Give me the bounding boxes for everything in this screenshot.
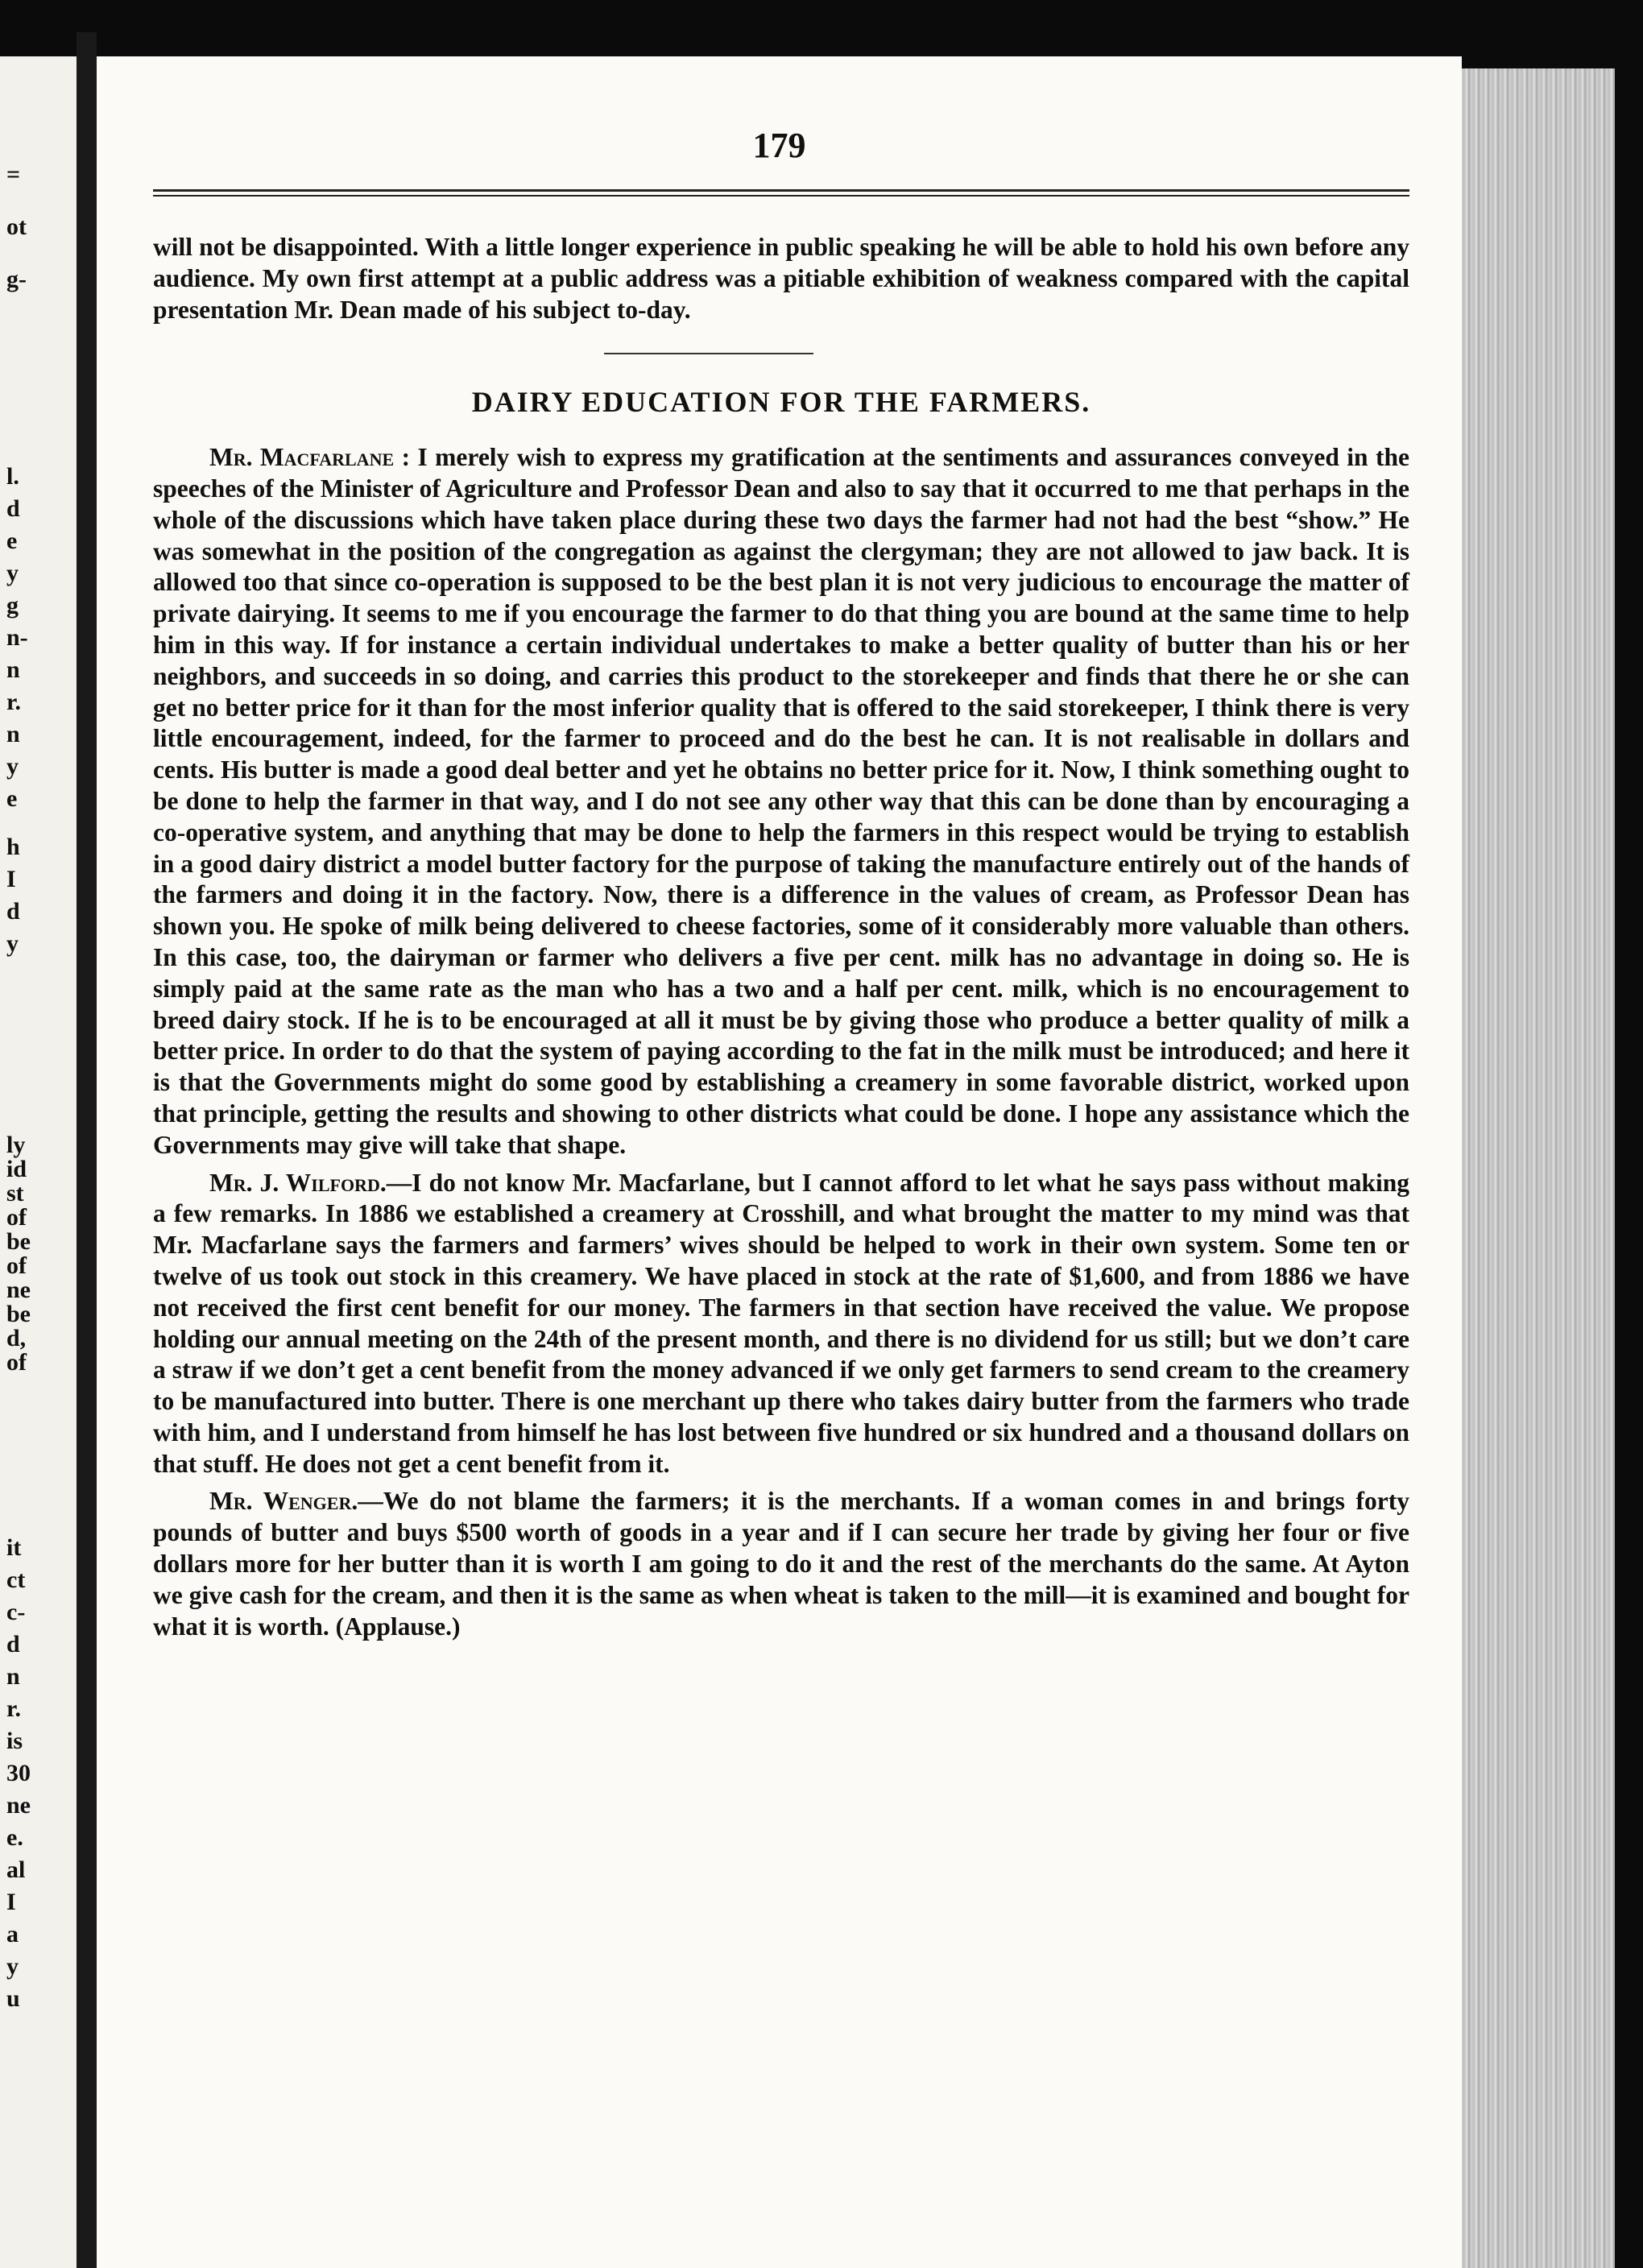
left-page-fragment: of <box>6 1349 27 1376</box>
left-page-fragment: it <box>6 1534 22 1561</box>
left-page-fragment: e <box>6 528 18 554</box>
left-page-fragment: is <box>6 1728 23 1754</box>
left-page-fragment: of <box>6 1252 27 1279</box>
left-page-fragment: e. <box>6 1824 23 1851</box>
speech-paragraph <box>153 1168 1409 1480</box>
intro-paragraph: will not be disappointed. With a little longer experience in public speaking he will be able to hold his own before any audience. My own first attempt at a public address was a pitiable exhibition of weakness compared with the capital presentation Mr. Dean made of his subject to-day. <box>153 233 1409 324</box>
left-page-fragment: y <box>6 930 19 957</box>
left-page-fragment: y <box>6 753 19 780</box>
left-page-fragment: n <box>6 1663 20 1690</box>
section-heading: DAIRY EDUCATION FOR THE FARMERS. <box>471 386 1091 419</box>
speaker-name: Mr. Macfarlane <box>209 443 395 472</box>
page-text <box>153 232 1409 1642</box>
speech-paragraph <box>153 1486 1409 1642</box>
left-page-fragment: g <box>6 592 19 619</box>
left-page-fragment: I <box>6 866 16 892</box>
header-rule-bottom <box>153 195 1409 197</box>
left-page-fragment: be <box>6 1301 31 1327</box>
left-page-fragment: I <box>6 1889 16 1915</box>
page-number: 179 <box>752 126 806 165</box>
section-separator <box>604 353 813 354</box>
left-page-fragment: d, <box>6 1325 27 1351</box>
left-page-fragment: id <box>6 1156 27 1182</box>
speaker-name: Mr. Wenger. <box>209 1487 358 1516</box>
left-page-fragment: ne <box>6 1792 31 1819</box>
left-page-fragment: g- <box>6 266 27 292</box>
speech-text: : I merely wish to express my gratification at the sentiments and assurances conveyed in the speeches of the Minister of Agriculture and Professor Dean and also to say that it occurred to me that perhaps in the whole of the discussions which have taken place during these two days the farmer had not had the best “show.” He was somewhat in the position of the congregation as against the clergyman; they are not allowed to jaw back. It is allowed too that since co-operation is supposed to be the best plan it is not very judicious to encourage the matter of private dairying. It seems to me if you encourage the farmer to do that thing you are bound at the same time to help him in this way. If for instance a certain individual undertakes to make a better quality of butter than his or her neighbors, and succeeds in so doing, and carries this product to the storekeeper and finds that there he or she can get no better price for it than for the most inferior quality that is offered to the said storekeeper, I think there is very little encouragement, indeed, for the farmer to proceed and do the best he can. It is not realisable in dollars and cents. His butter is made a good deal better and yet he obtains no better price for it. Now, I think something ought to be done to help the farmer in that way, and I do not see any other way that this can be done than by encouraging a co-operative system, and anything that may be done to help the farmers in this respect would be trying to establish in a good dairy district a model butter factory for the purpose of taking the manufacture entirely out of the hands of the farmers and doing it in the factory. Now, there is a difference in the values of cream, as Professor Dean has shown you. He spoke of milk being delivered to cheese factories, some of it considerably more valuable than others. In this case, too, the dairyman or farmer who delivers a five per cent. milk has no advantage in doing so. He is simply paid at the same rate as the man who has a two and a half per cent. milk, which is no encouragement to breed dairy stock. If he is to be encouraged at all it must be by giving those who produce a better quality of milk a better price. In order to do that the system of paying according to the fat in the milk must be introduced; and here it is that the Governments might do some good by establishing a creamery in some favorable district, worked upon that principle, getting the results and showing to other districts what could be done. I hope any assistance which the Governments may give will take that shape. <box>153 443 1409 1159</box>
book-page <box>97 56 1462 2268</box>
left-page-fragment: e <box>6 785 18 812</box>
left-page-fragment: ly <box>6 1132 26 1158</box>
page-edges <box>1462 68 1615 2268</box>
left-page-fragment: al <box>6 1856 26 1883</box>
left-page-fragment: ot <box>6 213 27 240</box>
left-page-fragment: = <box>6 161 21 188</box>
left-page-fragment: of <box>6 1204 27 1231</box>
left-page-fragment: n <box>6 656 20 683</box>
left-page-fragment: y <box>6 1953 19 1980</box>
left-page-edge <box>0 56 77 2268</box>
left-page-fragment: r. <box>6 689 22 715</box>
left-page-fragment: d <box>6 495 20 522</box>
left-page-fragment: ct <box>6 1566 26 1593</box>
left-page-fragment: a <box>6 1921 19 1947</box>
left-page-fragment: ne <box>6 1277 31 1303</box>
left-page-fragment: st <box>6 1180 24 1206</box>
left-page-fragment: h <box>6 834 20 860</box>
header-rule-top <box>153 189 1409 192</box>
left-page-fragment: l. <box>6 463 19 490</box>
speech-text: —I do not know Mr. Macfarlane, but I cannot afford to let what he says pass without making a few remarks. In 1886 we established a creamery at Crosshill, and what brought the matter to my mind was that Mr. Macfarlane says the farmers and farmers’ wives should be helped to work in their own system. Some ten or twelve of us took out stock in this creamery. We have placed in stock at the rate of $1,600, and from 1886 we have not received the first cent benefit for our money. The farmers in that section have received the value. We propose holding our annual meeting on the 24th of the present month, and there is no dividend for us still; but we don’t care a straw if we don’t get a cent benefit from the money advanced if we only get farmers to send cream to the creamery to be manufactured into butter. There is one merchant up there who takes dairy butter from the farmers who trade with him, and I understand from himself he has lost between five hundred or six hundred and a thousand dollars on that stuff. He does not get a cent benefit from it. <box>153 1168 1409 1478</box>
left-page-fragment: u <box>6 1985 20 2012</box>
left-page-fragment: d <box>6 898 20 925</box>
left-page-fragment: n <box>6 721 20 747</box>
book-gutter <box>77 32 97 2268</box>
speaker-name: Mr. J. Wilford. <box>209 1168 387 1197</box>
left-page-fragment: r. <box>6 1695 22 1722</box>
left-page-fragment: be <box>6 1228 31 1255</box>
left-page-fragment: y <box>6 560 19 586</box>
left-page-fragment: c- <box>6 1599 26 1625</box>
left-page-fragment: 30 <box>6 1760 31 1786</box>
speech-text: —We do not blame the farmers; it is the merchants. If a woman comes in and brings forty pounds of butter and buys $500 worth of goods in a year and if I can secure her trade by giving her four or five dollars more for her butter than it is worth I am going to do it and the rest of the merchants do the same. At Ayton we give cash for the cream, and then it is the same as when wheat is taken to the mill—it is examined and bought for what it is worth. (Applause.) <box>153 1487 1409 1641</box>
left-page-fragment: n- <box>6 624 28 651</box>
speech-paragraph <box>153 442 1409 1161</box>
left-page-fragment: d <box>6 1631 20 1658</box>
